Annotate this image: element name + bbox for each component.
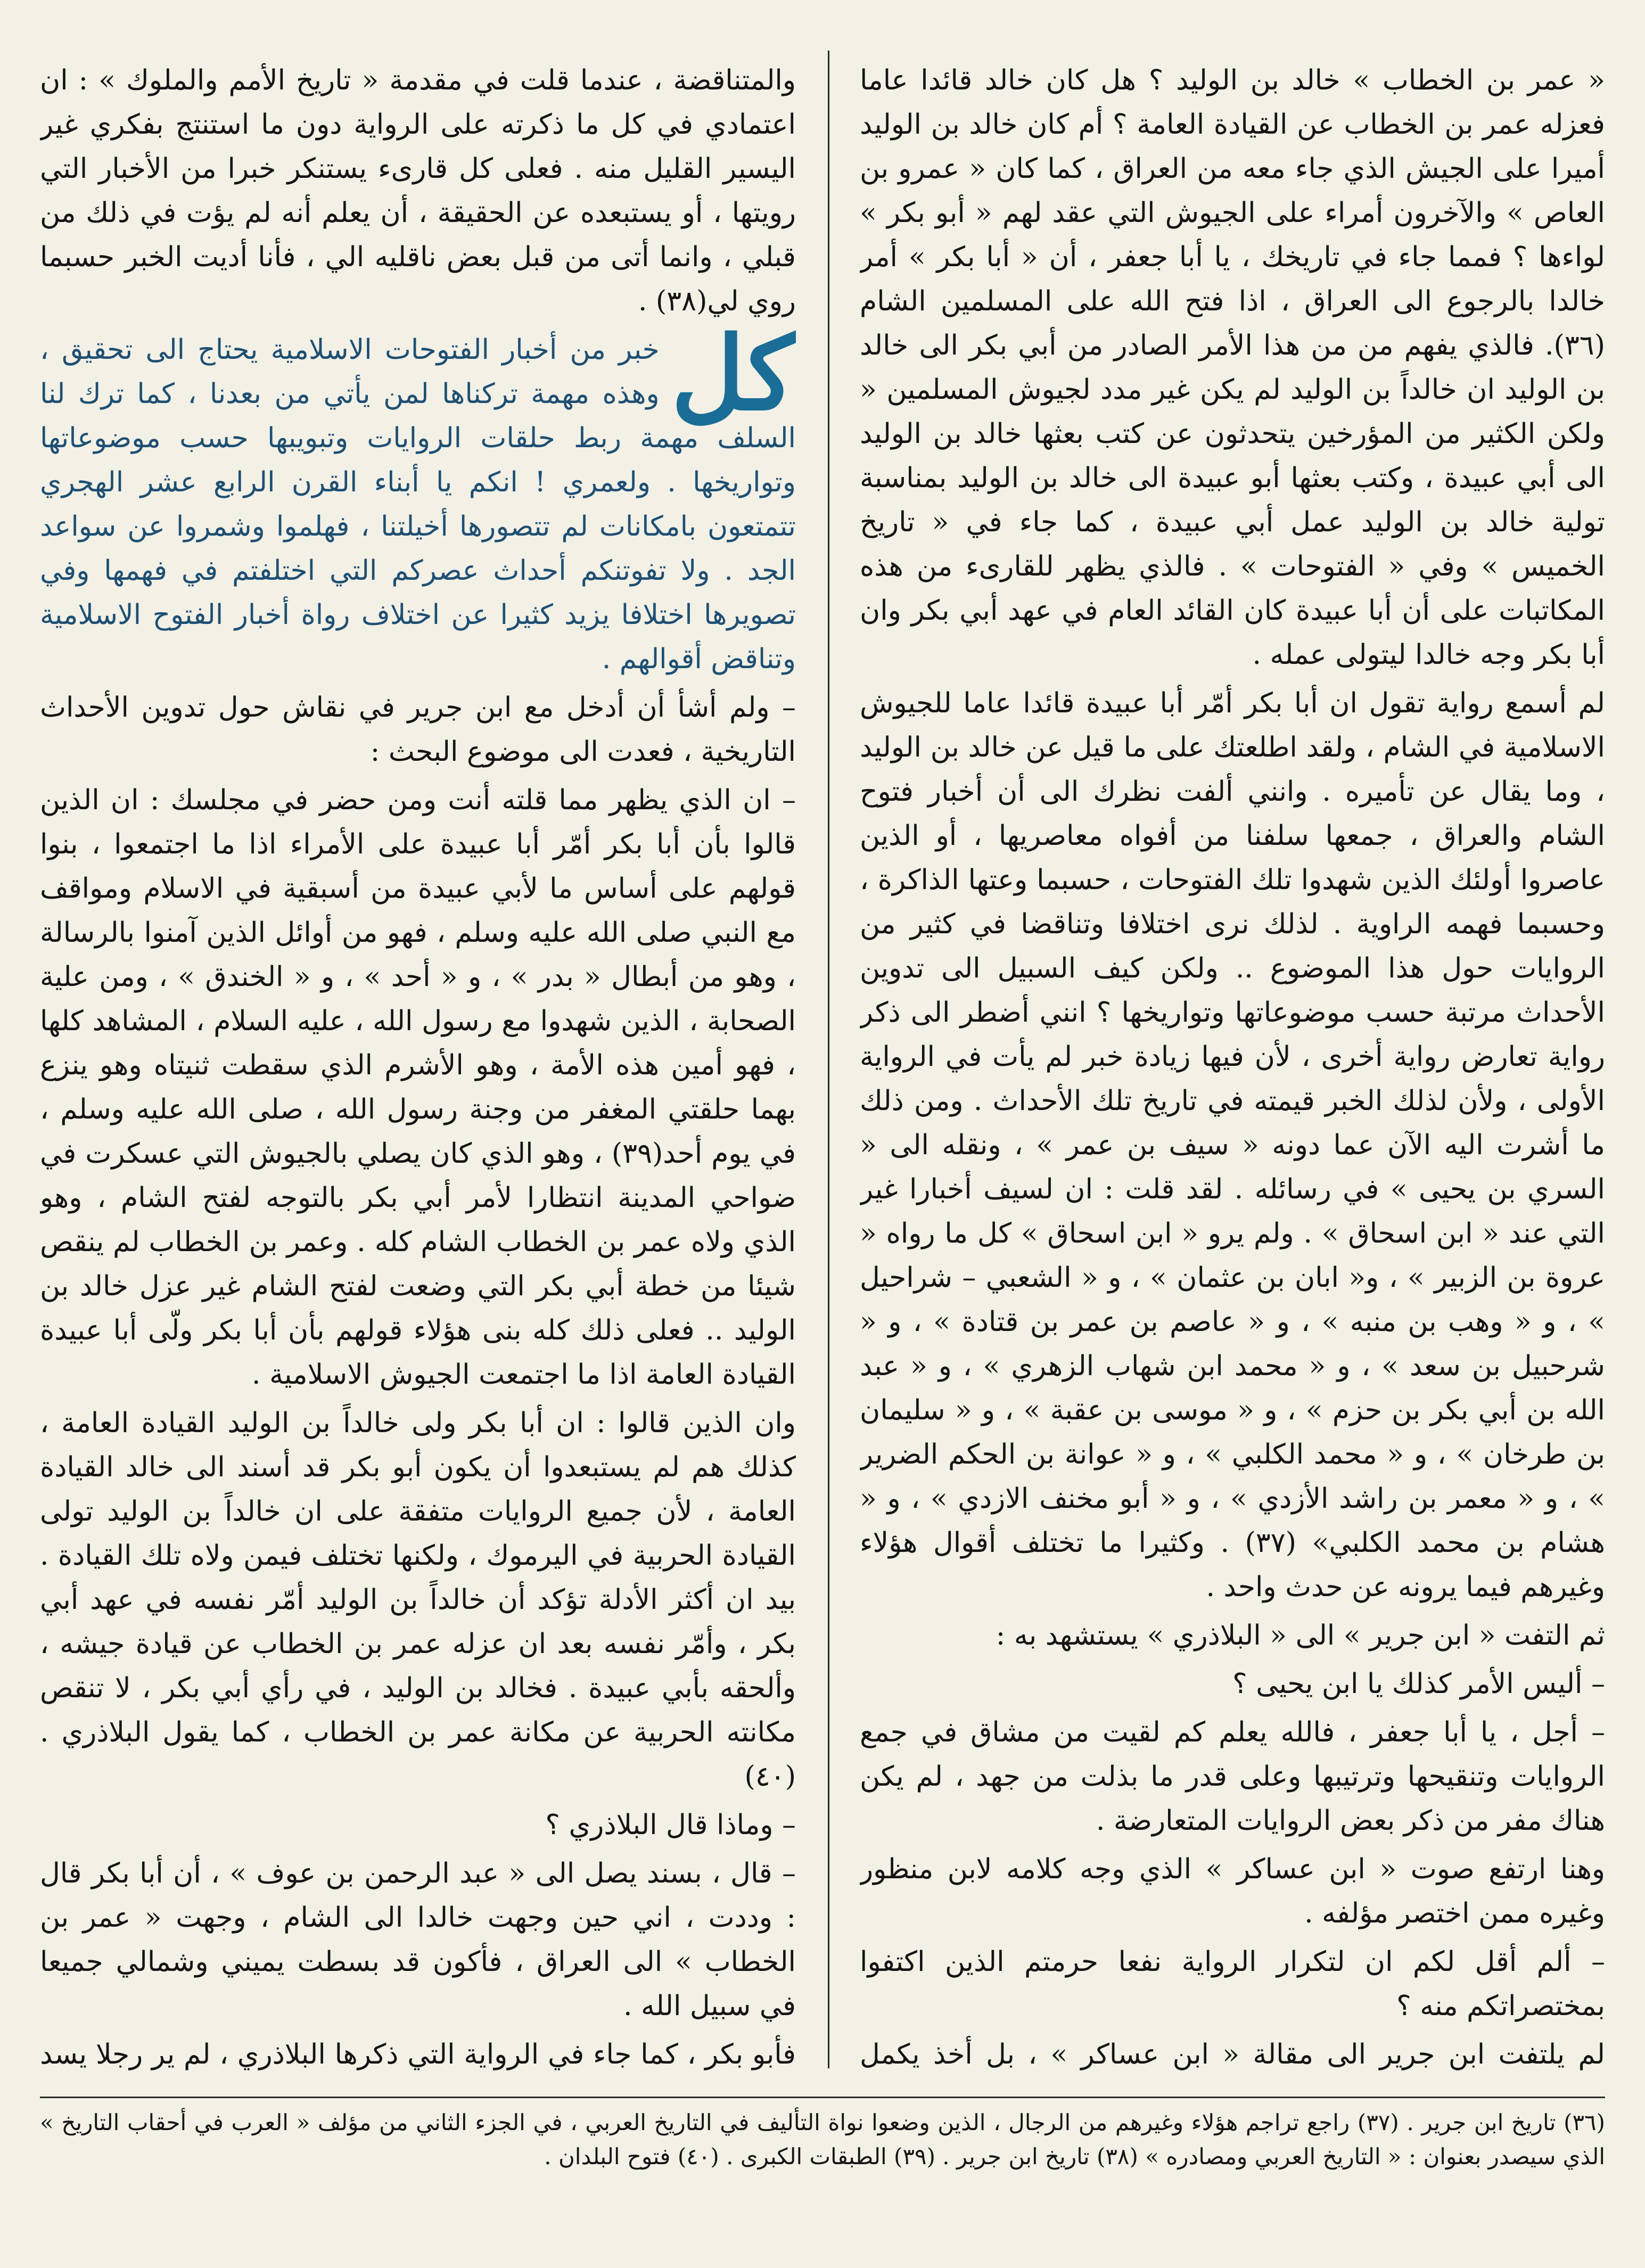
paragraph-r3: ثم التفت « ابن جرير » الى « البلاذري » يستشهد به : — [996, 1620, 1605, 1651]
paragraph-l1: والمتناقضة ، عندما قلت في مقدمة « تاريخ الأمم والملوك » : ان اعتمادي في كل ما ذكرته على الرواية دون ما استنتج بفكري غير اليسير القليل منه . فعلى كل قارىء يستنكر خبرا من الأخبار التي رويتها ، أو يستبعده عن الحقيقة ، أن يعلم أنه لم يؤت في ذلك من قبلي ، وانما أتى من قبل بعض ناقليه الي ، فأنا أديت الخبر حسبما روي لي(٣٨) . — [40, 64, 796, 317]
paragraph-r6: وهنا ارتفع صوت « ابن عساكر » الذي وجه كلامه لابن منظور وغيره ممن اختصر مؤلفه . — [860, 1853, 1605, 1929]
paragraph-r8: لم يلتفت ابن جرير الى مقالة « ابن عساكر » ، بل أخذ يكمل — [860, 2039, 1605, 2070]
paragraph-r1: « عمر بن الخطاب » خالد بن الوليد ؟ هل كان خالد قائدا عاما فعزله عمر بن الخطاب عن القيادة العامة ؟ أم كان خالد بن الوليد أميرا على الجيش الذي جاء معه من العراق ، كما كان « عمرو بن العاص » والآخرون أمراء على الجيوش التي عقد لهم « أبو بكر » لواءها ؟ فمما جاء في تاريخك ، يا أبا جعفر ، أن « أبا بكر » أمر خالدا بالرجوع الى العراق ، اذا فتح الله على المسلمين الشام (٣٦). فالذي يفهم من من هذا الأمر الصادر من أبي بكر الى خالد بن الوليد ان خالداً بن الوليد لم يكن غير مدد لجيوش المسلمين « ولكن الكثير من المؤرخين يتحدثون عن كتب بعثها خالد بن الوليد الى أبي عبيدة ، وكتب بعثها أبو عبيدة الى خالد بن الوليد بمناسبة تولية خالد بن الوليد عمل أبي عبيدة ، كما جاء في « تاريخ الخميس » وفي « الفتوحات » . فالذي يظهر للقارىء من هذه المكاتبات على أن أبا عبيدة كان القائد العام في عهد أبي بكر وان أبا بكر وجه خالدا ليتولى عمله . — [860, 64, 1605, 671]
paragraph-l6: – وماذا قال البلاذري ؟ — [545, 1809, 796, 1841]
drop-cap: كل — [671, 314, 796, 433]
paragraph-l8: فأبو بكر ، كما جاء في الرواية التي ذكرها البلاذري ، لم ير رجلا يسد — [40, 2039, 796, 2070]
paragraph-r5: – أجل ، يا أبا جعفر ، فالله يعلم كم لقيت من مشاق في جمع الروايات وتنقيحها وترتيبها وعلى قدر ما بذلت من جهد ، لم يكن هناك مفر من ذكر بعض الروايات المتعارضة . — [860, 1716, 1605, 1837]
footnote-text: (٣٦) تاريخ ابن جرير . (٣٧) راجع تراجم هؤلاء وغيرهم من الرجال ، الذين وضعوا نواة التأليف في التاريخ العربي ، في الجزء الثاني من مؤلف « العرب في أحقاب التاريخ » الذي سيصدر بعنوان : « التاريخ العربي ومصادره » (٣٨) تاريخ ابن جرير . (٣٩) الطبقات الكبرى . (٤٠) فتوح البلدان . — [40, 2109, 1605, 2170]
footnote-rule — [40, 2097, 1605, 2098]
paragraph-r4: – أليس الأمر كذلك يا ابن يحيى ؟ — [1232, 1668, 1605, 1700]
paragraph-r2: لم أسمع رواية تقول ان أبا بكر أمّر أبا عبيدة قائدا عاما للجيوش الاسلامية في الشام ، ولقد اطلعتك على ما قيل عن خالد بن الوليد ، وما يقال عن تأميره . وانني ألفت نظرك الى أن أخبار فتوح الشام والعراق ، جمعها سلفنا من أفواه معاصريها ، أو الذين عاصروا أولئك الذين شهدوا تلك الفتوحات ، حسبما وعتها الذاكرة ، وحسبما فهمه الراوية . لذلك نرى اختلافا وتناقضا في كثير من الروايات حول هذا الموضوع .. ولكن كيف السبيل الى تدوين الأحداث مرتبة حسب موضوعاتها وتواريخها ؟ انني أضطر الى ذكر رواية تعارض رواية أخرى ، لأن فيها زيادة خبر لم يأت في الرواية الأولى ، ولأن لذلك الخبر قيمته في تاريخ تلك الأحداث . ومن ذلك ما أشرت اليه الآن عما دونه « سيف بن عمر » ، ونقله الى « السري بن يحيى » في رسائله . لقد قلت : ان لسيف أخبارا غير التي عند « ابن اسحاق » . ولم يرو « ابن اسحاق » كل ما رواه « عروة بن الزبير » ، و« ابان بن عثمان » ، و « الشعبي – شراحيل » ، و « وهب بن منبه » ، و « عاصم بن عمر بن قتادة » ، و « شرحبيل بن سعد » ، و « محمد ابن شهاب الزهري » ، و « عبد الله بن أبي بكر بن حزم » ، و « موسى بن عقبة » ، و « سليمان بن طرخان » ، و « محمد الكلبي » ، و « عوانة بن الحكم الضرير » ، و « معمر بن راشد الأزدي » ، و « أبو مخنف الازدي » ، و « هشام بن محمد الكلبي» (٣٧) . وكثيرا ما تختلف أقوال هؤلاء وغيرهم فيما يرونه عن حدث واحد . — [860, 687, 1605, 1603]
paragraph-r7: – ألم أقل لكم ان لتكرار الرواية نفعا حرمتم الذين اكتفوا بمختصراتكم منه ؟ — [860, 1946, 1605, 2022]
paragraph-l4: – ان الذي يظهر مما قلته أنت ومن حضر في مجلسك : ان الذين قالوا بأن أبا بكر أمّر أبا عبيدة على الأمراء اذا ما اجتمعوا ، بنوا قولهم على أساس ما لأبي عبيدة من أسبقية في الاسلام ومواقف مع النبي صلى الله عليه وسلم ، فهو من أوائل الذين آمنوا بالرسالة ، وهو من أبطال « بدر » ، و « أحد » ، و « الخندق » ، ومن علية الصحابة ، الذين شهدوا مع رسول الله ، عليه السلام ، المشاهد كلها ، فهو أمين هذه الأمة ، وهو الأشرم الذي سقطت ثنيتاه وهو ينزع بهما حلقتي المغفر من وجنة رسول الله ، صلى الله عليه وسلم ، في يوم أحد(٣٩) ، وهو الذي كان يصلي بالجيوش التي عسكرت في ضواحي المدينة انتظارا لأمر أبي بكر بالتوجه لفتح الشام ، وهو الذي ولاه عمر بن الخطاب الشام كله . وعمر بن الخطاب لم ينقص شيئا من خطة أبي بكر التي وضعت لفتح الشام غير عزل خالد بن الوليد .. فعلى ذلك كله بنى هؤلاء قولهم بأن أبا بكر ولّى أبا عبيدة القيادة العامة اذا ما اجتمعت الجيوش الاسلامية . — [40, 784, 796, 1391]
left-column — [40, 59, 796, 2082]
column-divider — [828, 51, 829, 2068]
paragraph-l2 — [40, 314, 796, 681]
paragraph-l2-text: خبر من أخبار الفتوحات الاسلامية يحتاج الى تحقيق ، وهذه مهمة تركناها لمن يأتي من بعدنا ، كما ترك لنا السلف مهمة ربط حلقات الروايات وتبويبها حسب موضوعاتها وتواريخها . ولعمري ! انكم يا أبناء القرن الرابع عشر الهجري تتمتعون بامكانات لم تتصورها أخيلتنا ، فهلموا وشمروا عن سواعد الجد . ولا تفوتنكم أحداث عصركم التي اختلفتم في فهمها وفي تصويرها اختلافا يزيد كثيرا عن اختلاف رواة أخبار الفتوح الاسلامية وتناقض أقوالهم . — [40, 334, 796, 675]
right-column — [860, 59, 1605, 2082]
paragraph-l5: وان الذين قالوا : ان أبا بكر ولى خالداً بن الوليد القيادة العامة ، كذلك هم لم يستبعدوا أن يكون أبو بكر قد أسند الى خالد القيادة العامة ، لأن جميع الروايات متفقة على ان خالداً بن الوليد تولى القيادة الحربية في اليرموك ، ولكنها تختلف فيمن ولاه تلك القيادة . بيد ان أكثر الأدلة تؤكد أن خالداً بن الوليد أمّر نفسه في عهد أبي بكر ، وأمّر نفسه بعد ان عزله عمر بن الخطاب عن قيادة جيشه ، وألحقه بأبي عبيدة . فخالد بن الوليد ، في رأي أبي بكر ، لا تنقص مكانته الحربية عن مكانة عمر بن الخطاب ، كما يقول البلاذري .(٤٠) — [40, 1407, 796, 1793]
paragraph-l7: – قال ، بسند يصل الى « عبد الرحمن بن عوف » ، أن أبا بكر قال : وددت ، اني حين وجهت خالدا الى الشام ، وجهت « عمر بن الخطاب » الى العراق ، فأكون قد بسطت يميني وشمالي جميعا في سبيل الله . — [40, 1858, 796, 2022]
footnotes — [40, 2106, 1605, 2255]
paragraph-l3: – ولم أشأ أن أدخل مع ابن جرير في نقاش حول تدوين الأحداث التاريخية ، فعدت الى موضوع البحث : — [40, 692, 796, 768]
